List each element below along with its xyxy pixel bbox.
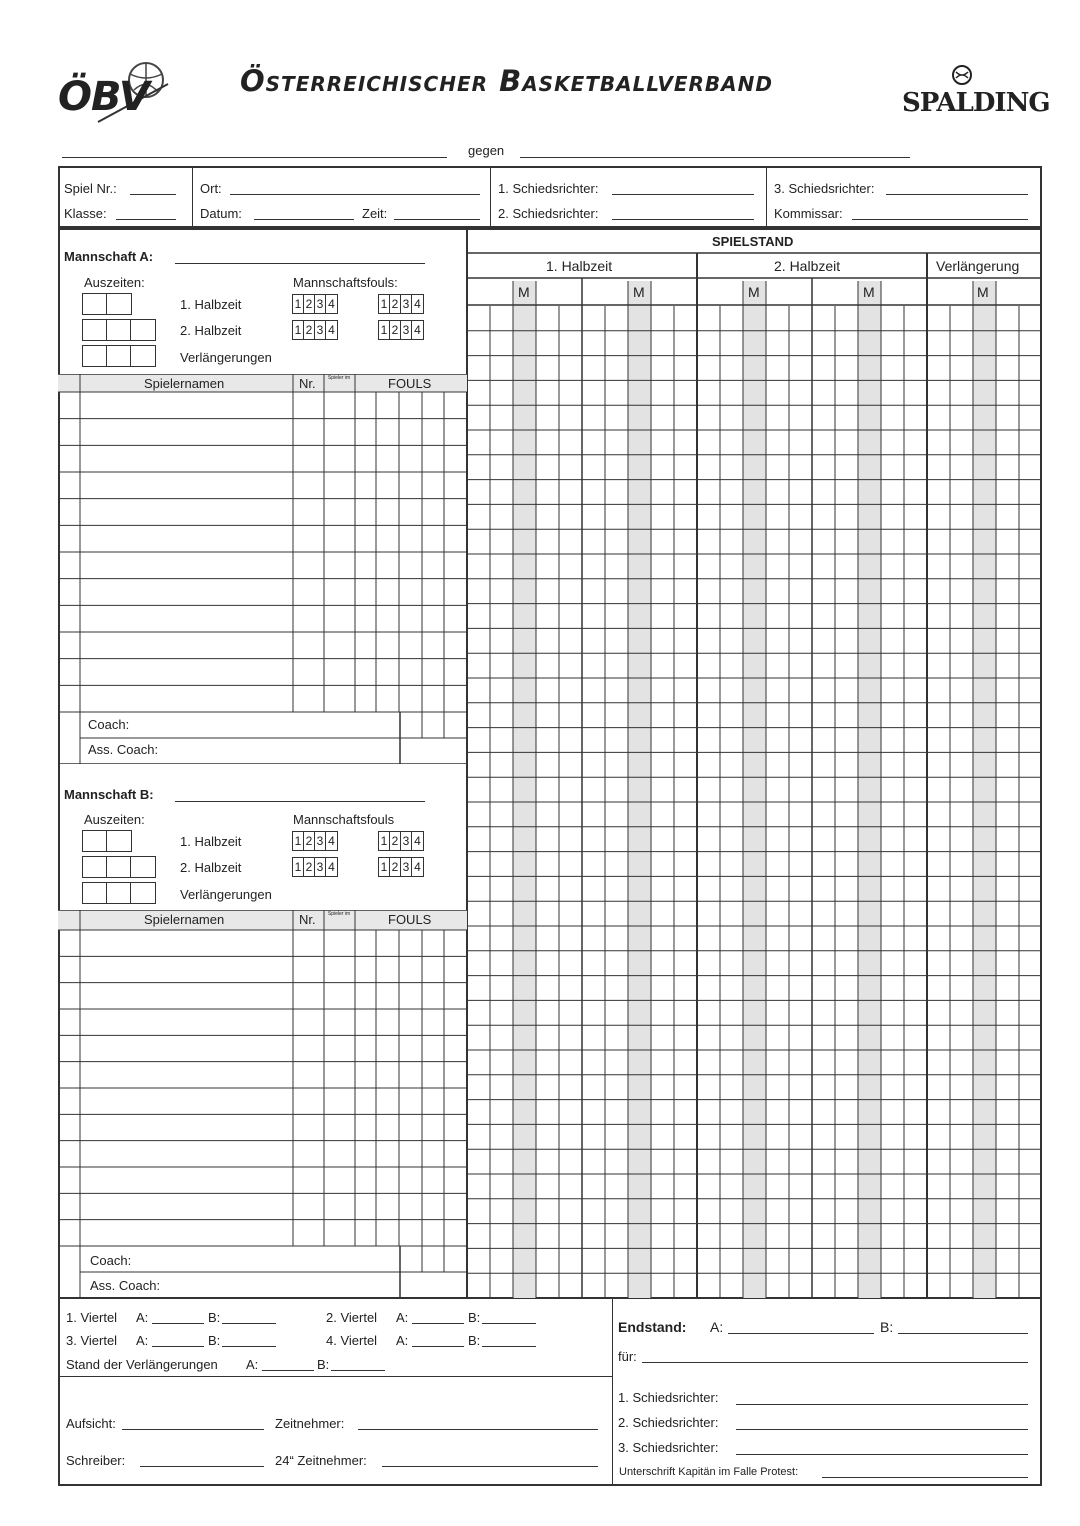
team-a-title: Mannschaft A:	[64, 249, 154, 264]
end-schiri3-label: 3. Schiedsrichter:	[618, 1440, 719, 1455]
ort-label: Ort:	[200, 181, 222, 196]
schiri2-label: 2. Schiedsrichter:	[498, 206, 599, 221]
spielstand-title: SPIELSTAND	[712, 234, 794, 249]
v1-b-label: B:	[208, 1310, 221, 1325]
team-a-mfouls-label: Mannschaftsfouls:	[293, 275, 398, 290]
team-a-col-names: Spielernamen	[144, 376, 225, 391]
spielstand-h1: 1. Halbzeit	[546, 258, 613, 274]
v4-a-label: A:	[396, 1333, 409, 1348]
spalding-text: SPALDING	[902, 88, 1050, 118]
team-b-title: Mannschaft B:	[64, 787, 154, 802]
endstand-b-label: B:	[880, 1319, 894, 1335]
v1-a-label: A:	[136, 1310, 149, 1325]
spielstand-grid[interactable]	[467, 229, 1042, 1298]
v3-b-label: B:	[208, 1333, 221, 1348]
m-column-shade	[858, 281, 881, 1298]
team-a-timeout-h2[interactable]	[82, 319, 156, 341]
kommissar-label: Kommissar:	[774, 206, 843, 221]
team-a-fouls-q4[interactable]: 1 2 3 4	[378, 320, 424, 340]
obv-logo	[58, 60, 178, 130]
datum-field[interactable]	[254, 219, 354, 220]
team-b-timeout-ot[interactable]	[82, 882, 156, 904]
team-b-col-nr: Nr.	[299, 912, 316, 927]
schiri1-label: 1. Schiedsrichter:	[498, 181, 599, 196]
v1-label: 1. Viertel	[66, 1310, 118, 1325]
schiri2-field[interactable]	[612, 219, 754, 220]
team-b-col-names: Spielernamen	[144, 912, 225, 927]
end-schiri2-label: 2. Schiedsrichter:	[618, 1415, 719, 1430]
schreiber-field[interactable]	[140, 1466, 264, 1467]
team-a-name-field[interactable]	[175, 263, 425, 264]
spalding-logo	[898, 64, 1048, 128]
team-a-col-spieler: Spieler im	[327, 375, 351, 381]
team-a-coach-label: Coach:	[88, 717, 130, 732]
kommissar-field[interactable]	[852, 219, 1028, 220]
team-a-line[interactable]	[62, 157, 447, 158]
spiel-nr-field[interactable]	[130, 194, 176, 195]
team-b-timeout-h2[interactable]	[82, 856, 156, 878]
stand-verl-b-label: B:	[317, 1357, 330, 1372]
stand-verl-label: Stand der Verlängerungen	[66, 1357, 218, 1372]
stand-verl-a-label: A:	[246, 1357, 259, 1372]
spielstand-verl: Verlängerung	[936, 258, 1020, 274]
team-b-mfouls-label: Mannschaftsfouls	[293, 812, 395, 827]
zeitnehmer-field[interactable]	[358, 1429, 598, 1430]
team-b-asscoach-label: Ass. Coach:	[90, 1278, 161, 1293]
klasse-field[interactable]	[116, 219, 176, 220]
zeit-field[interactable]	[394, 219, 480, 220]
team-b-timeout-h1[interactable]	[82, 830, 132, 852]
v3-a-label: A:	[136, 1333, 149, 1348]
team-b-h2-label: 2. Halbzeit	[180, 860, 242, 875]
team-b-coach-label: Coach:	[90, 1253, 132, 1268]
v2-b-field[interactable]	[482, 1323, 536, 1324]
zeitnehmer24-label: 24“ Zeitnehmer:	[275, 1453, 367, 1468]
schiri1-field[interactable]	[612, 194, 754, 195]
team-b-player-table[interactable]	[58, 910, 467, 1300]
v3-label: 3. Viertel	[66, 1333, 118, 1348]
page-title: Österreichischer Basketballverband	[240, 64, 773, 98]
team-a-col-fouls: FOULS	[388, 376, 432, 391]
endstand-label: Endstand:	[618, 1319, 687, 1335]
team-a-ot-label: Verlängerungen	[180, 350, 272, 365]
team-b-col-fouls: FOULS	[388, 912, 432, 927]
team-a-fouls-q2[interactable]: 1 2 3 4	[378, 294, 424, 314]
datum-label: Datum:	[200, 206, 242, 221]
spielstand-m-1: M	[518, 284, 530, 300]
team-a-fouls-q3[interactable]: 1 2 3 4	[292, 320, 338, 340]
spielstand-m-4: M	[863, 284, 875, 300]
fuer-field[interactable]	[642, 1362, 1028, 1363]
v4-a-field[interactable]	[412, 1346, 464, 1347]
end-schiri1-label: 1. Schiedsrichter:	[618, 1390, 719, 1405]
team-a-col-nr: Nr.	[299, 376, 316, 391]
schiri3-label: 3. Schiedsrichter:	[774, 181, 875, 196]
m-column-shade	[628, 281, 651, 1298]
team-a-h2-label: 2. Halbzeit	[180, 323, 242, 338]
spielstand-h2: 2. Halbzeit	[774, 258, 841, 274]
end-schiri1-field[interactable]	[736, 1404, 1028, 1405]
aufsicht-label: Aufsicht:	[66, 1416, 116, 1431]
gegen-label: gegen	[468, 143, 505, 158]
spielstand-m-2: M	[633, 284, 645, 300]
obv-logo-text: ÖBV	[58, 74, 149, 120]
team-b-col-spieler: Spieler im	[327, 911, 351, 917]
end-schiri2-field[interactable]	[736, 1429, 1028, 1430]
team-a-timeout-h1[interactable]	[82, 293, 132, 315]
v2-a-field[interactable]	[412, 1323, 464, 1324]
endstand-b-field[interactable]	[898, 1333, 1028, 1334]
v2-label: 2. Viertel	[326, 1310, 378, 1325]
v3-b-field[interactable]	[222, 1346, 276, 1347]
v4-label: 4. Viertel	[326, 1333, 378, 1348]
endstand-a-field[interactable]	[728, 1333, 874, 1334]
zeitnehmer24-field[interactable]	[382, 1466, 598, 1467]
team-b-fouls-q4[interactable]: 1 2 3 4	[378, 857, 424, 877]
team-a-timeout-ot[interactable]	[82, 345, 156, 367]
protest-label: Unterschrift Kapitän im Falle Protest:	[619, 1466, 799, 1478]
m-column-shade	[973, 281, 996, 1298]
team-b-fouls-q3[interactable]: 1 2 3 4	[292, 857, 338, 877]
team-b-line[interactable]	[520, 157, 910, 158]
stand-verl-b-field[interactable]	[331, 1370, 385, 1371]
team-a-h1-label: 1. Halbzeit	[180, 297, 242, 312]
zeit-label: Zeit:	[362, 206, 388, 221]
v4-b-field[interactable]	[482, 1346, 536, 1347]
team-a-fouls-q1[interactable]: 1 2 3 4	[292, 294, 338, 314]
team-b-fouls-q2[interactable]: 1 2 3 4	[378, 831, 424, 851]
team-a-asscoach-label: Ass. Coach:	[88, 742, 159, 757]
v3-a-field[interactable]	[152, 1346, 204, 1347]
m-column-shade	[743, 281, 766, 1298]
schreiber-label: Schreiber:	[66, 1453, 126, 1468]
team-b-name-field[interactable]	[175, 801, 425, 802]
stand-verl-a-field[interactable]	[262, 1370, 314, 1371]
spiel-nr-label: Spiel Nr.:	[64, 181, 117, 196]
endstand-a-label: A:	[710, 1319, 724, 1335]
team-b-fouls-q1[interactable]: 1 2 3 4	[292, 831, 338, 851]
fuer-label: für:	[618, 1349, 637, 1364]
ort-field[interactable]	[230, 194, 480, 195]
schiri3-field[interactable]	[886, 194, 1028, 195]
v1-a-field[interactable]	[152, 1323, 204, 1324]
team-b-auszeiten-label: Auszeiten:	[84, 812, 145, 827]
v4-b-label: B:	[468, 1333, 481, 1348]
aufsicht-field[interactable]	[122, 1429, 264, 1430]
spielstand-m-5: M	[977, 284, 989, 300]
klasse-label: Klasse:	[64, 206, 107, 221]
v2-a-label: A:	[396, 1310, 409, 1325]
team-a-player-table[interactable]	[58, 374, 467, 764]
team-a-auszeiten-label: Auszeiten:	[84, 275, 145, 290]
protest-field[interactable]	[822, 1477, 1028, 1478]
end-schiri3-field[interactable]	[736, 1454, 1028, 1455]
zeitnehmer-label: Zeitnehmer:	[275, 1416, 345, 1431]
m-column-shade	[513, 281, 536, 1298]
spielstand-m-3: M	[748, 284, 760, 300]
team-b-ot-label: Verlängerungen	[180, 887, 272, 902]
v1-b-field[interactable]	[222, 1323, 276, 1324]
v2-b-label: B:	[468, 1310, 481, 1325]
team-b-h1-label: 1. Halbzeit	[180, 834, 242, 849]
